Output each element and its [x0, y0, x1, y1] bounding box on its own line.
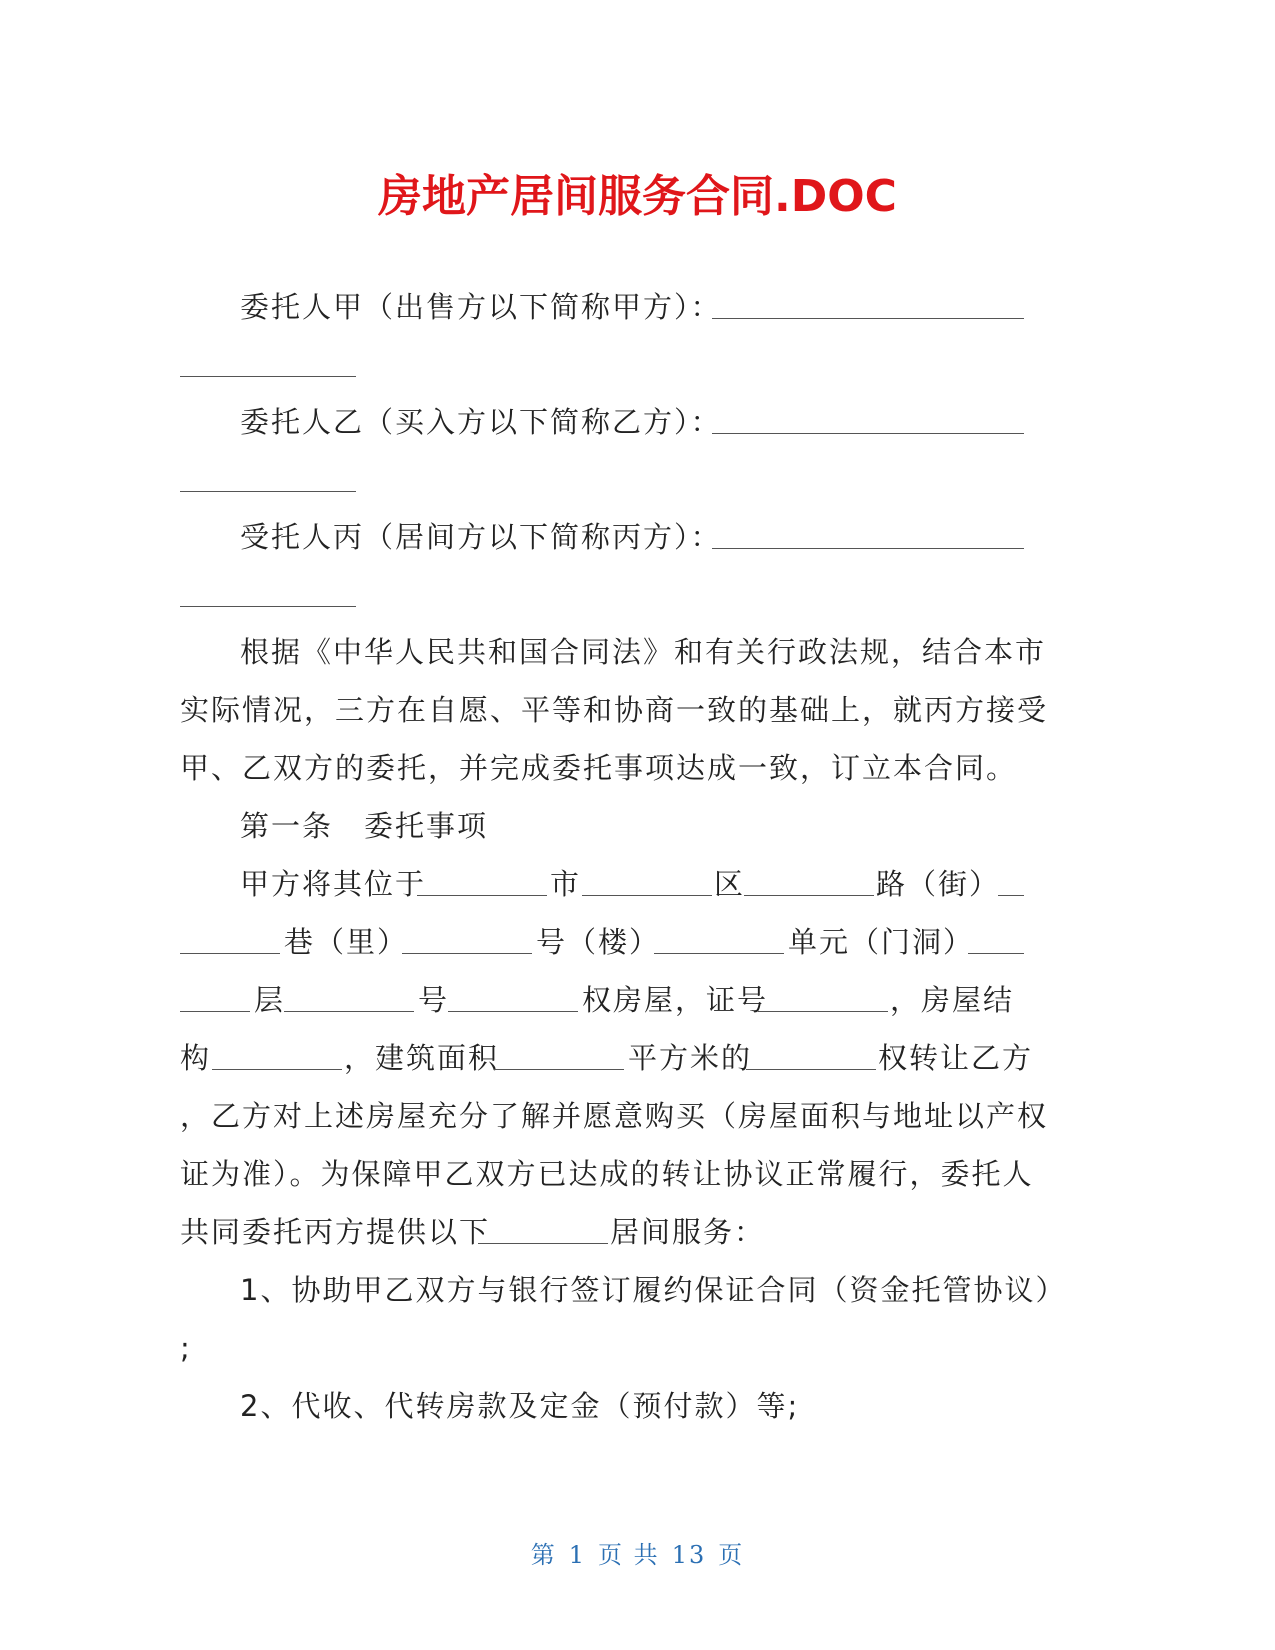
article-1-text: 构	[180, 1041, 212, 1075]
structure-blank[interactable]	[212, 1069, 342, 1070]
party-b-blank-cont[interactable]	[180, 491, 356, 492]
article-1-text: 平方米的	[628, 1041, 753, 1075]
party-b-blank[interactable]	[712, 433, 1024, 434]
article-1-text: 权转让乙方	[878, 1041, 1034, 1075]
city-blank[interactable]	[417, 895, 547, 896]
right-type-blank[interactable]	[746, 1069, 876, 1070]
certificate-number-blank[interactable]	[758, 1011, 888, 1012]
article-1-text: 路（街）	[876, 867, 1001, 901]
article-1-text: ，乙方对上述房屋充分了解并愿意购买（房屋面积与地址以产权	[180, 1099, 1049, 1133]
area-blank[interactable]	[494, 1069, 624, 1070]
footer-page-number: 1	[568, 1541, 587, 1569]
article-1-text: 共同委托丙方提供以下	[180, 1215, 491, 1249]
floor-blank[interactable]	[968, 953, 1024, 954]
service-blank[interactable]	[478, 1243, 608, 1244]
article-1-text: 甲方将其位于	[240, 867, 427, 901]
preamble-line: 实际情况，三方在自愿、平等和协商一致的基础上，就丙方接受	[180, 693, 1049, 727]
article-1-text: 证为准）。为保障甲乙双方已达成的转让协议正常履行，委托人	[180, 1157, 1034, 1191]
road-blank[interactable]	[744, 895, 874, 896]
party-a-label: 委托人甲（出售方以下简称甲方）：	[240, 290, 722, 324]
party-c-label: 受托人丙（居间方以下简称丙方）：	[240, 520, 722, 554]
service-item-cont: ;	[180, 1331, 192, 1365]
document-title: 房地产居间服务合同.DOC	[378, 171, 897, 222]
room-number-blank[interactable]	[284, 1011, 414, 1012]
article-1-text: 市	[550, 867, 582, 901]
service-item: 2、代收、代转房款及定金（预付款）等;	[240, 1389, 800, 1423]
footer-total-pages: 13	[671, 1541, 707, 1569]
footer-suffix: 页	[718, 1541, 745, 1569]
preamble-line: 甲、乙双方的委托，并完成委托事项达成一致，订立本合同。	[180, 751, 1018, 785]
article-1-text: 权房屋，证号	[582, 983, 769, 1017]
article-1-text: ，房屋结	[890, 983, 1015, 1017]
ownership-type-blank[interactable]	[448, 1011, 578, 1012]
article-1-text: 层	[254, 983, 286, 1017]
article-1-text: 巷（里）	[284, 925, 409, 959]
footer-prefix: 第	[530, 1541, 557, 1569]
article-1-text: 号（楼）	[536, 925, 661, 959]
article-1-text: 居间服务：	[610, 1215, 766, 1249]
lane-blank[interactable]	[998, 895, 1024, 896]
party-b-label: 委托人乙（买入方以下简称乙方）：	[240, 405, 722, 439]
number-blank[interactable]	[402, 953, 532, 954]
service-item: 1、协助甲乙双方与银行签订履约保证合同（资金托管协议）	[240, 1273, 1067, 1307]
party-c-blank[interactable]	[712, 548, 1024, 549]
article-1-text: 区	[714, 867, 746, 901]
article-1-text: ，建筑面积	[344, 1041, 500, 1075]
preamble-line: 根据《中华人民共和国合同法》和有关行政法规，结合本市	[240, 635, 1047, 669]
party-a-blank[interactable]	[712, 318, 1024, 319]
article-1-text: 号	[418, 983, 450, 1017]
page-footer	[0, 1535, 1275, 1570]
party-a-blank-cont[interactable]	[180, 376, 356, 377]
party-c-blank-cont[interactable]	[180, 606, 356, 607]
article-1-text: 单元（门洞）	[788, 925, 975, 959]
footer-mid: 页 共	[598, 1541, 660, 1569]
lane-blank-cont[interactable]	[180, 953, 280, 954]
district-blank[interactable]	[582, 895, 712, 896]
floor-blank-cont[interactable]	[180, 1011, 250, 1012]
unit-blank[interactable]	[654, 953, 784, 954]
article-1-heading: 第一条 委托事项	[240, 809, 489, 843]
